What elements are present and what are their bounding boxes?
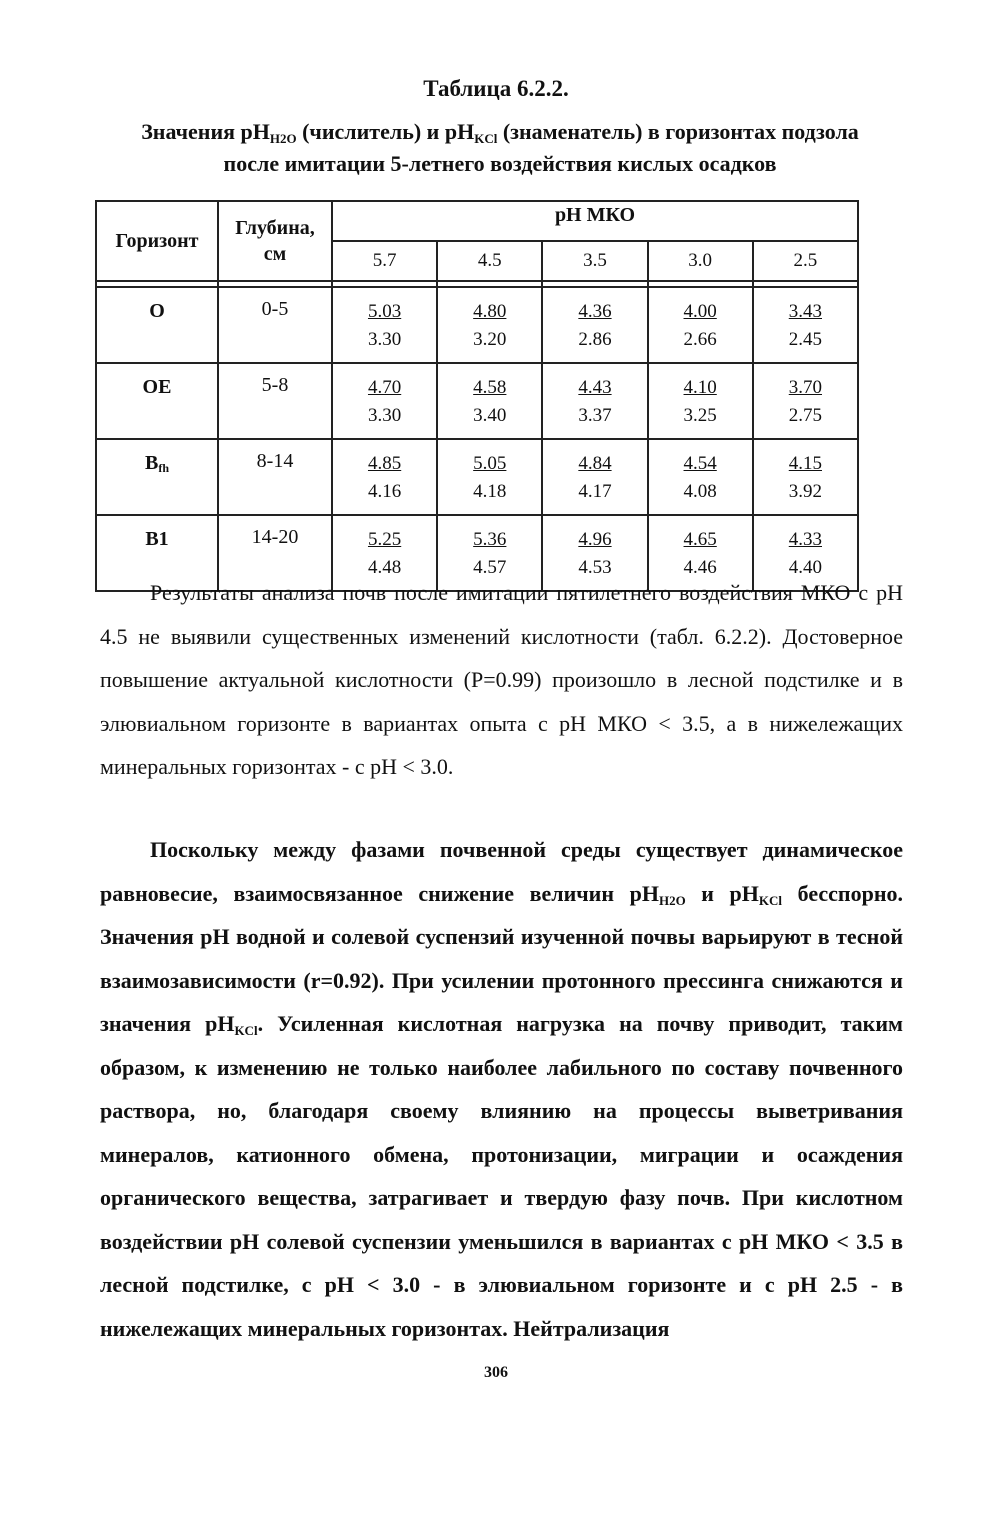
header-ph-level: 4.5 (437, 241, 542, 281)
row-depth: 5-8 (218, 363, 332, 439)
ph-cell (753, 363, 858, 439)
paragraph-2-sub-kcl: KCl (758, 892, 783, 908)
ph-kcl-value: 4.57 (473, 557, 507, 578)
ph-cell (542, 363, 647, 439)
title-text-2: (числитель) и pH (296, 119, 475, 144)
table-row (96, 287, 858, 363)
ph-cell (648, 363, 753, 439)
horizon-label: B (144, 452, 159, 474)
row-horizon (96, 363, 218, 439)
ph-h2o-value: 4.36 (578, 301, 612, 322)
ph-kcl-value: 3.92 (788, 481, 822, 502)
title-sub-kcl: KCl (474, 131, 498, 146)
header-ph-level: 2.5 (753, 241, 858, 281)
ph-cell (753, 439, 858, 515)
ph-kcl-value: 2.86 (578, 329, 612, 350)
row-horizon (96, 439, 218, 515)
paragraph-1-text: Результаты анализа почв после имитации пятилетнего воздействия МКО с pH 4.5 не выявили существенных изменений кислотности (табл. 6.2.2). Достоверное повышение актуальной кислотности (P=0.99) произошло в лесной подстилке и в элювиальном горизонте в вариантах опыта с pH МКО < 3.5, а в нижележащих минеральных горизонтах - с pH < 3.0. (100, 580, 903, 779)
ph-h2o-value: 4.65 (683, 529, 717, 550)
header-depth-line1: Глубина, (235, 217, 315, 239)
ph-kcl-value: 3.20 (473, 329, 507, 350)
ph-h2o-value: 3.43 (788, 301, 822, 322)
title-text-3: (знаменатель) в горизонтах подзола (497, 119, 859, 144)
header-ph-mko: pH МКО (332, 201, 858, 241)
ph-h2o-value: 4.84 (578, 453, 612, 474)
header-horizon: Горизонт (96, 201, 218, 281)
ph-kcl-value: 2.66 (683, 329, 717, 350)
ph-kcl-value: 2.45 (788, 329, 822, 350)
header-ph-level: 5.7 (332, 241, 437, 281)
ph-cell (542, 439, 647, 515)
ph-h2o-value: 4.70 (367, 377, 402, 398)
ph-cell (437, 439, 542, 515)
ph-h2o-value: 3.70 (788, 377, 822, 398)
ph-kcl-value: 4.53 (578, 557, 612, 578)
ph-kcl-value: 3.37 (578, 405, 612, 426)
header-depth (218, 201, 332, 281)
ph-h2o-value: 4.10 (683, 377, 717, 398)
header-depth-line2: см (263, 243, 287, 265)
ph-cell (542, 287, 647, 363)
ph-kcl-value: 4.48 (367, 557, 402, 578)
ph-kcl-value: 3.25 (683, 405, 717, 426)
paragraph-2-part-d: . Усиленная кислотная нагрузка на почву приводит, таким образом, к изменению не только наиболее лабильного по составу почвенного раствора, но, благодаря своему влиянию на процессы выветривания минералов, катионного обмена, протонизации, миграции и осаждения органического вещества, затрагивает и твердую фазу почв. При кислотном воздействии pH солевой суспензии уменьшился в вариантах с pH МКО < 3.5 в лесной подстилке, с pH < 3.0 - в элювиальном горизонте и с pH 2.5 - в нижележащих минеральных горизонтах. Нейтрализация (100, 1011, 903, 1341)
ph-table (95, 200, 859, 592)
row-depth: 8-14 (218, 439, 332, 515)
ph-h2o-value: 4.33 (788, 529, 822, 550)
paragraph-2-sub-h2o: H2O (658, 892, 686, 908)
ph-h2o-value: 4.54 (683, 453, 717, 474)
ph-cell (332, 363, 437, 439)
ph-h2o-value: 4.96 (578, 529, 612, 550)
row-horizon (96, 287, 218, 363)
ph-cell (332, 287, 437, 363)
row-depth: 14-20 (218, 515, 332, 591)
header-ph-level: 3.5 (542, 241, 647, 281)
ph-h2o-value: 5.25 (367, 529, 402, 550)
row-depth: 0-5 (218, 287, 332, 363)
ph-h2o-value: 5.05 (473, 453, 507, 474)
title-sub-h2o: H2O (269, 131, 297, 146)
ph-h2o-value: 4.00 (683, 301, 717, 322)
ph-kcl-value: 3.40 (473, 405, 507, 426)
ph-cell (437, 363, 542, 439)
title-line-2: после имитации 5-летнего воздействия кислых осадков (223, 151, 777, 176)
ph-h2o-value: 4.15 (788, 453, 822, 474)
ph-cell (648, 287, 753, 363)
ph-kcl-value: 4.16 (367, 481, 402, 502)
ph-cell (332, 439, 437, 515)
ph-cell (753, 287, 858, 363)
ph-kcl-value: 4.18 (473, 481, 507, 502)
paragraph-2-part-c: бесспорно. Значения pH водной и солевой суспензий изученной почвы варьируют в тесной взаимозависимости (r=0.92). При усилении протонного прессинга снижаются и значения pH (100, 880, 903, 1036)
ph-kcl-value: 4.17 (578, 481, 612, 502)
title-text-1: Значения pH (141, 119, 270, 144)
paragraph-2-text (100, 828, 903, 1350)
ph-h2o-value: 4.58 (473, 377, 507, 398)
table-caption: Таблица 6.2.2. (423, 76, 569, 101)
table-title (100, 116, 900, 180)
ph-kcl-value: 2.75 (788, 405, 822, 426)
paragraph-2-part-a: Поскольку между фазами почвенной среды существует динамическое равновесие, взаимосвязанное снижение величин pH (100, 837, 903, 906)
horizon-label: O (149, 300, 165, 322)
header-ph-level: 3.0 (648, 241, 753, 281)
ph-kcl-value: 4.40 (788, 557, 822, 578)
ph-h2o-value: 4.43 (578, 377, 612, 398)
ph-h2o-value: 5.36 (473, 529, 507, 550)
paragraph-1 (100, 571, 903, 789)
horizon-subscript: fh (158, 461, 169, 475)
ph-kcl-value: 4.08 (683, 481, 717, 502)
ph-cell (437, 287, 542, 363)
ph-kcl-value: 3.30 (367, 405, 402, 426)
paragraph-2-sub-kcl-2: KCl (234, 1023, 258, 1038)
ph-h2o-value: 4.80 (473, 301, 507, 322)
ph-h2o-value: 4.85 (367, 453, 402, 474)
table-row (96, 439, 858, 515)
ph-kcl-value: 4.46 (683, 557, 717, 578)
ph-kcl-value: 3.30 (367, 329, 402, 350)
horizon-label: OE (142, 376, 172, 398)
page-number: 306 (484, 1364, 508, 1381)
ph-cell (648, 439, 753, 515)
paragraph-2-part-b: и pH (685, 880, 759, 906)
paragraph-2 (100, 828, 903, 1350)
table-body (96, 287, 858, 591)
table-row (96, 363, 858, 439)
ph-h2o-value: 5.03 (367, 301, 402, 322)
horizon-label: B1 (145, 528, 169, 550)
